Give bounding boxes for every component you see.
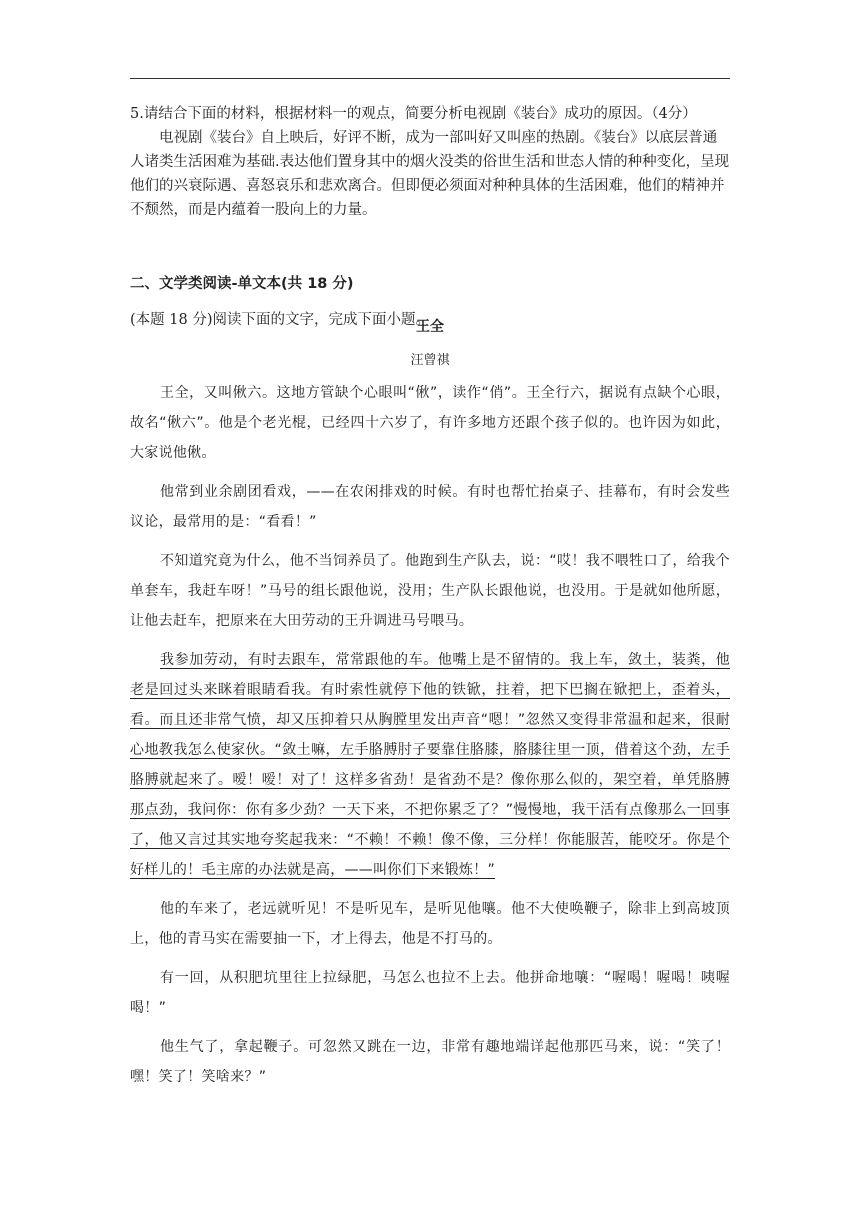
underlined-passage: 我参加劳动，有时去跟车，常常跟他的车。他嘴上是不留情的。我上车，敛土，装粪，他老是回过头来眯着眼睛看我。有时索性就停下他的铁锨，拄着，把下巴搁在锨把上，歪着头，看。而且还非常气愤，却又压抑着只从胸膛里发出声音“嗯！”忽然又变得非常温和起来，很耐心地教我怎么使家伙。“敛土嘛，左手胳膊肘子要靠住胳膝，胳膝往里一顶，借着这个劲，左手胳膊就起来了。嗳！嗳！对了！这样多省劲！是省劲不是？像你那么似的，架空着，单凭胳膊那点劲，我问你：你有多少劲？一天下来，不把你累乏了？”慢慢地，我干活有点像那么一回事了，他又言过其实地夸奖起我来：“不赖！不赖！像不像，三分样！你能服苦，能咬牙。你是个好样儿的！毛主席的办法就是高，——叫你们下来锻炼！” xyxy=(130,652,730,878)
story-paragraph: 他常到业余剧团看戏，——在农闲排戏的时候。有时也帮忙抬桌子、挂幕布，有时会发些议论，最常用的是：“看看！” xyxy=(130,484,730,530)
question-5 xyxy=(130,102,730,222)
story-author: 汪曾祺 xyxy=(410,353,450,368)
story-title: 王全 xyxy=(416,319,444,335)
story-body xyxy=(130,378,730,1101)
story-paragraph: 有一回，从积肥坑里往上拉绿肥，马怎么也拉不上去。他拼命地嚷：“喔喝！喔喝！咦喔喝！” xyxy=(130,970,730,1016)
question-5-material: 电视剧《装台》自上映后，好评不断，成为一部叫好又叫座的热剧。《装台》以底层普通人诸类生活困难为基础.表达他们置身其中的烟火没类的俗世生活和世态人情的种种变化，呈现他们的兴衰际遇、喜怒哀乐和悲欢离合。但即便必须面对种种具体的生活困难，他们的精神并不颓然，而是内蕴着一股向上的力量。 xyxy=(130,130,730,218)
section-heading: 二、文学类阅读-单文本(共 18 分) xyxy=(130,276,354,292)
story-paragraph-underlined xyxy=(130,645,730,885)
header-rule xyxy=(130,78,730,79)
story-paragraph: 他生气了，拿起鞭子。可忽然又跳在一边，非常有趣地端详起他那匹马来，说：“笑了！嘿！笑了！笑啥来？” xyxy=(130,1039,730,1085)
story-paragraph: 他的车来了，老远就听见！不是听见车，是听见他嚷。他不大使唤鞭子，除非上到高坡顶上，他的青马实在需要抽一下，才上得去，他是不打马的。 xyxy=(130,901,730,947)
section-instruction: (本题 18 分)阅读下面的文字，完成下面小题。 xyxy=(130,312,430,328)
story-paragraph: 不知道究竟为什么，他不当饲养员了。他跑到生产队去，说：“哎！我不喂牲口了，给我个单套车，我赶车呀！”马号的组长跟他说，没用；生产队长跟他说，也没用。于是就如他所愿，让他去赶车，把原来在大田劳动的王升调进马号喂马。 xyxy=(130,553,730,629)
question-5-prompt: 5.请结合下面的材料，根据材料一的观点，简要分析电视剧《装台》成功的原因。（4分） xyxy=(130,106,697,122)
story-paragraph: 王全，又叫偢六。这地方管缺个心眼叫“偢”，读作“俏”。王全行六，据说有点缺个心眼，故名“偢六”。他是个老光棍，已经四十六岁了，有许多地方还跟个孩子似的。也许因为如此，大家说他偢。 xyxy=(130,385,730,461)
